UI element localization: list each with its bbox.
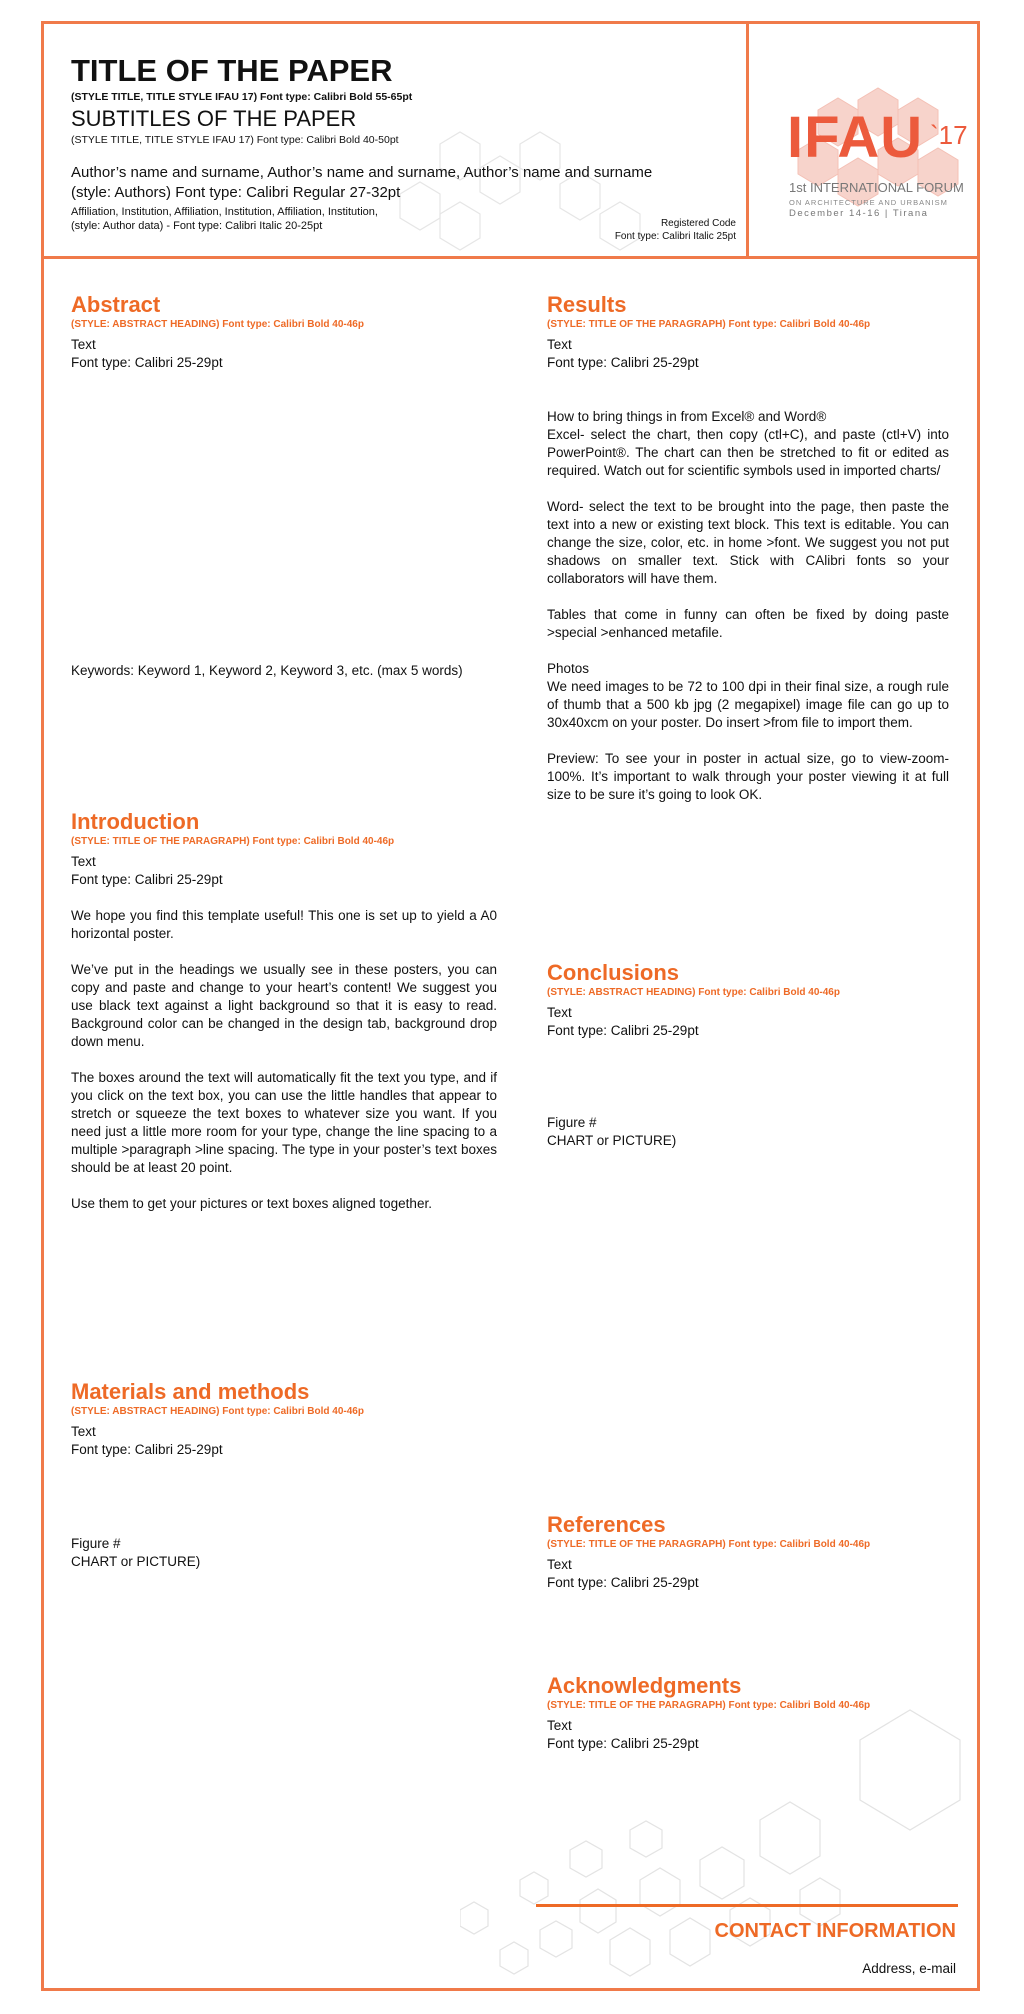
conclusions-font-note: Font type: Calibri 25-29pt [547,1023,699,1038]
references-heading: References [547,1512,666,1537]
introduction-style-note: (STYLE: TITLE OF THE PARAGRAPH) Font type: Calibri Bold 40-46p [71,836,395,847]
introduction-section [71,809,497,1213]
references-font-note: Font type: Calibri 25-29pt [547,1575,699,1590]
abstract-font-note: Font type: Calibri 25-29pt [71,355,223,370]
results-paragraph-word: Word- select the text to be brought into the page, then paste the text into a new or existing text block. This text is editable. You can change the size, color, etc. in home >font. We suggest you not put shadows on smaller text. Stick with CAlibri fonts so your collaborators will have them. [547,499,949,586]
authors [71,163,652,203]
keywords: Keywords: Keyword 1, Keyword 2, Keyword 3, etc. (max 5 words) [71,663,463,678]
introduction-paragraph-2: We’ve put in the headings we usually see in these posters, you can copy and paste and change to your heart’s content! We suggest you use black text against a light background so that it is easy to read. Background color can be changed in the design tab, background drop down menu. [71,962,497,1049]
conclusions-text: Text [547,1005,572,1020]
paper-title: TITLE OF THE PAPER [71,53,393,88]
introduction-paragraph-4: Use them to get your pictures or text boxes aligned together. [71,1196,432,1211]
abstract-section [71,292,497,372]
abstract-heading: Abstract [71,292,161,317]
conclusions-figure-number: Figure # [547,1115,597,1130]
registered-code-style: Font type: Calibri Italic 25pt [614,231,736,242]
acknowledgments-text: Text [547,1718,572,1733]
authors-line-1: Author’s name and surname, Author’s name and surname, Author’s name and surname [71,164,653,181]
materials-figure [71,1535,497,1571]
registered-code-label: Registered Code [660,218,736,229]
logo-dates: December 14-16 | Tirana [789,208,929,219]
header-vertical-divider [746,21,749,257]
materials-figure-number: Figure # [71,1536,121,1551]
affiliations [71,205,378,233]
results-font-note: Font type: Calibri 25-29pt [547,355,699,370]
logo-forum-subtitle: ON ARCHITECTURE AND URBANISM [789,198,948,207]
materials-style-note: (STYLE: ABSTRACT HEADING) Font type: Calibri Bold 40-46p [71,1406,364,1417]
logo-wordmark: IFAU [787,105,924,170]
materials-section [71,1379,497,1459]
conclusions-figure-caption: CHART or PICTURE) [547,1133,677,1148]
references-style-note: (STYLE: TITLE OF THE PARAGRAPH) Font type: Calibri Bold 40-46p [547,1539,871,1550]
results-heading: Results [547,292,627,317]
paper-subtitle: SUBTITLES OF THE PAPER [71,106,357,131]
results-excel-title: How to bring things in from Excel® and Word® [547,409,827,424]
references-section [547,1512,949,1592]
results-paragraph-preview: Preview: To see your in poster in actual size, go to view-zoom-100%. It’s important to walk through your poster viewing it at full size to be sure it’s going to look OK. [547,751,949,802]
contact-divider [536,1904,958,1907]
logo-forum-name: 1st INTERNATIONAL FORUM [789,180,964,195]
results-paragraph-tables: Tables that come in funny can often be fixed by doing paste >special >enhanced metafile. [547,607,949,640]
contact-heading: CONTACT INFORMATION [714,1920,956,1942]
affiliations-line-2: (style: Author data) - Font type: Calibri Italic 20-25pt [71,220,323,232]
conclusions-heading: Conclusions [547,960,680,985]
acknowledgments-section [547,1673,949,1753]
logo-year: `17 [930,120,968,150]
results-paragraph-excel: Excel- select the chart, then copy (ctl+C), and paste (ctl+V) into PowerPoint®. The chart can then be stretched to fit or edited as required. Watch out for scientific symbols used in imported charts/ [547,427,949,478]
abstract-style-note: (STYLE: ABSTRACT HEADING) Font type: Calibri Bold 40-46p [71,319,364,330]
conclusions-style-note: (STYLE: ABSTRACT HEADING) Font type: Calibri Bold 40-46p [547,987,840,998]
introduction-font-note: Font type: Calibri 25-29pt [71,872,223,887]
materials-text: Text [71,1424,96,1439]
abstract-text: Text [71,337,96,352]
materials-heading: Materials and methods [71,1379,310,1404]
registered-code [615,217,736,243]
conclusions-section [547,960,949,1040]
authors-line-2: (style: Authors) Font type: Calibri Regular 27-32pt [71,184,401,201]
results-paragraph-photos: We need images to be 72 to 100 dpi in their final size, a rough rule of thumb that a 500 kb jpg (2 megapixel) image file can go up to 30x40xcm on your poster. Do insert >from file to import them. [547,679,949,730]
references-text: Text [547,1557,572,1572]
materials-font-note: Font type: Calibri 25-29pt [71,1442,223,1457]
acknowledgments-style-note: (STYLE: TITLE OF THE PARAGRAPH) Font type: Calibri Bold 40-46p [547,1700,871,1711]
introduction-heading: Introduction [71,809,200,834]
results-section [547,292,949,804]
title-style-note: (STYLE TITLE, TITLE STYLE IFAU 17) Font type: Calibri Bold 55-65pt [71,91,413,103]
acknowledgments-heading: Acknowledgments [547,1673,742,1698]
results-text: Text [547,337,572,352]
subtitle-style-note: (STYLE TITLE, TITLE STYLE IFAU 17) Font type: Calibri Bold 40-50pt [71,134,399,146]
affiliations-line-1: Affiliation, Institution, Affiliation, Institution, Affiliation, Institution, [71,206,378,218]
conclusions-figure [547,1114,949,1150]
introduction-paragraph-1: We hope you find this template useful! This one is set up to yield a A0 horizontal poster. [71,908,497,941]
results-photos-title: Photos [547,661,590,676]
contact-address: Address, e-mail [862,1961,956,1976]
header-horizontal-divider [41,256,980,259]
introduction-paragraph-3: The boxes around the text will automatically fit the text you type, and if you click on the text box, you can use the little handles that appear to stretch or squeeze the text boxes to whatever size you want. If you need just a little more room for your type, change the line spacing to a multiple >paragraph >line spacing. The type in your poster’s text boxes should be at least 20 point. [71,1070,497,1175]
materials-figure-caption: CHART or PICTURE) [71,1554,201,1569]
acknowledgments-font-note: Font type: Calibri 25-29pt [547,1736,699,1751]
results-style-note: (STYLE: TITLE OF THE PARAGRAPH) Font type: Calibri Bold 40-46p [547,319,871,330]
introduction-text: Text [71,854,96,869]
